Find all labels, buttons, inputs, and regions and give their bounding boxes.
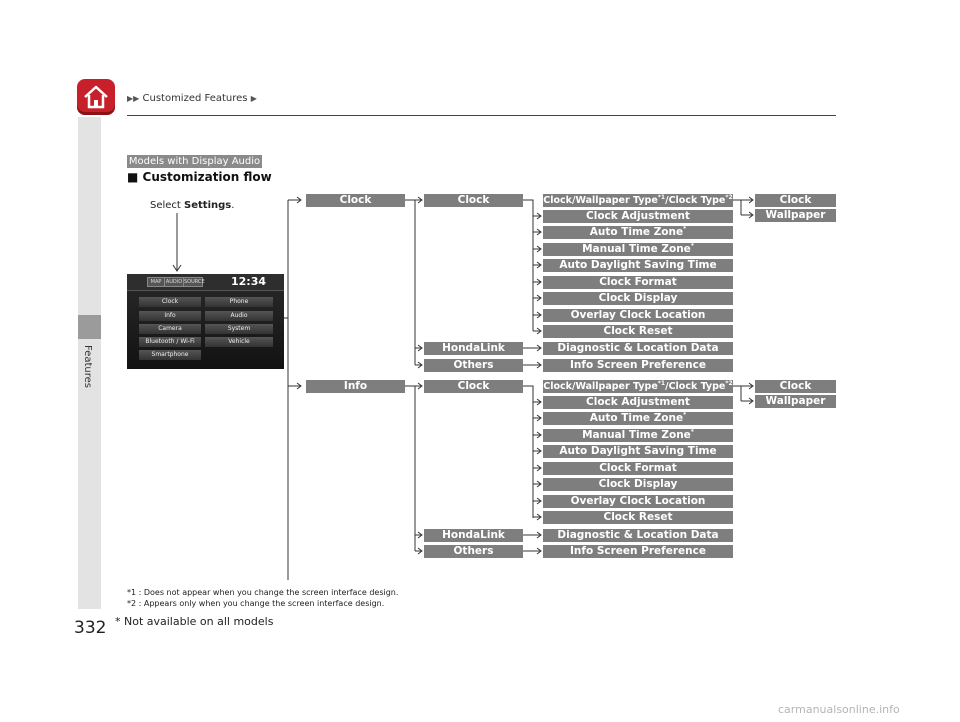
flow-info-item <box>543 429 733 442</box>
flow-info-item: Clock Display <box>543 478 733 491</box>
flow-info-item: Clock Format <box>543 462 733 475</box>
menu-phone[interactable]: Phone <box>205 297 273 307</box>
footnote-1: *1 : Does not appear when you change the screen interface design. <box>127 588 399 597</box>
menu-bluetooth-wifi[interactable]: Bluetooth / Wi-Fi <box>139 337 201 347</box>
section-label: Features <box>82 345 93 388</box>
type-label: Clock/Wallpaper Type <box>543 195 658 206</box>
flow-clock-option-clock: Clock <box>755 194 836 207</box>
footnote-2: *2 : Appears only when you change the screen interface design. <box>127 599 385 608</box>
item-text: Auto Time Zone <box>589 412 684 424</box>
flow-info-hondalink: HondaLink <box>424 529 523 542</box>
flow-info-sub: Clock <box>424 380 523 393</box>
flow-clock-item: Overlay Clock Location <box>543 309 733 322</box>
item-star: * <box>683 226 687 233</box>
flow-clock-type <box>543 194 733 207</box>
flow-clock-item: Clock Format <box>543 276 733 289</box>
item-text: Manual Time Zone <box>582 429 691 441</box>
flow-clock-others-item: Info Screen Preference <box>543 359 733 372</box>
item-text: Auto Time Zone <box>589 226 684 238</box>
flow-info-others: Others <box>424 545 523 558</box>
page-number: 332 <box>74 618 107 638</box>
map-button[interactable]: MAP <box>147 277 165 287</box>
flow-clock-hondalink: HondaLink <box>424 342 523 355</box>
flow-clock-item: Clock Reset <box>543 325 733 338</box>
select-suffix: . <box>231 200 235 211</box>
flow-clock-others: Others <box>424 359 523 372</box>
flow-clock-item: Clock Display <box>543 292 733 305</box>
menu-system[interactable]: System <box>205 324 273 334</box>
menu-clock[interactable]: Clock <box>139 297 201 307</box>
item-star: * <box>690 243 694 250</box>
type-sup1: *1 <box>657 380 666 387</box>
flow-clock-item <box>543 243 733 256</box>
flow-info-item <box>543 412 733 425</box>
flow-info-item: Clock Adjustment <box>543 396 733 409</box>
type-sup2: *2 <box>725 380 733 387</box>
flow-info-item: Auto Daylight Saving Time <box>543 445 733 458</box>
flow-info-top: Info <box>306 380 405 393</box>
flow-clock-item: Auto Daylight Saving Time <box>543 259 733 272</box>
item-star: * <box>683 412 687 419</box>
flow-info-item: Clock Reset <box>543 511 733 524</box>
flow-info-option-clock: Clock <box>755 380 836 393</box>
audio-button[interactable]: AUDIO <box>165 279 183 285</box>
flow-clock-sub: Clock <box>424 194 523 207</box>
menu-audio[interactable]: Audio <box>205 311 273 321</box>
type-mid: /Clock Type <box>665 195 726 206</box>
breadcrumb-text: Customized Features <box>142 93 248 104</box>
item-text: Manual Time Zone <box>582 243 691 255</box>
screen-time: 12:34 <box>230 275 266 288</box>
flow-info-others-item: Info Screen Preference <box>543 545 733 558</box>
type-mid: /Clock Type <box>665 381 726 392</box>
watermark: carmanualsonline.info <box>778 703 900 716</box>
type-sup1: *1 <box>657 194 666 201</box>
flow-clock-top: Clock <box>306 194 405 207</box>
flow-clock-item <box>543 226 733 239</box>
flow-info-option-wallpaper: Wallpaper <box>755 395 836 408</box>
menu-camera[interactable]: Camera <box>139 324 201 334</box>
source-button[interactable]: SOURCE <box>184 279 205 285</box>
section-heading: ■ Customization flow <box>127 170 272 184</box>
type-sup2: *2 <box>725 194 733 201</box>
flow-clock-item: Clock Adjustment <box>543 210 733 223</box>
type-label: Clock/Wallpaper Type <box>543 381 658 392</box>
model-tag: Models with Display Audio <box>128 156 261 167</box>
select-settings: Settings <box>184 200 232 211</box>
menu-info[interactable]: Info <box>139 311 201 321</box>
flow-clock-hondalink-item: Diagnostic & Location Data <box>543 342 733 355</box>
flow-info-hondalink-item: Diagnostic & Location Data <box>543 529 733 542</box>
not-available-note: * Not available on all models <box>115 615 274 628</box>
breadcrumb-arrow-icon: ▶▶ <box>127 94 140 103</box>
menu-smartphone[interactable]: Smartphone <box>139 350 201 360</box>
breadcrumb-arrow-icon: ▶ <box>250 94 257 103</box>
flow-info-item: Overlay Clock Location <box>543 495 733 508</box>
flow-clock-option-wallpaper: Wallpaper <box>755 209 836 222</box>
flow-info-type <box>543 380 733 393</box>
select-prefix: Select <box>150 200 185 211</box>
item-star: * <box>690 429 694 436</box>
menu-vehicle[interactable]: Vehicle <box>205 337 273 347</box>
